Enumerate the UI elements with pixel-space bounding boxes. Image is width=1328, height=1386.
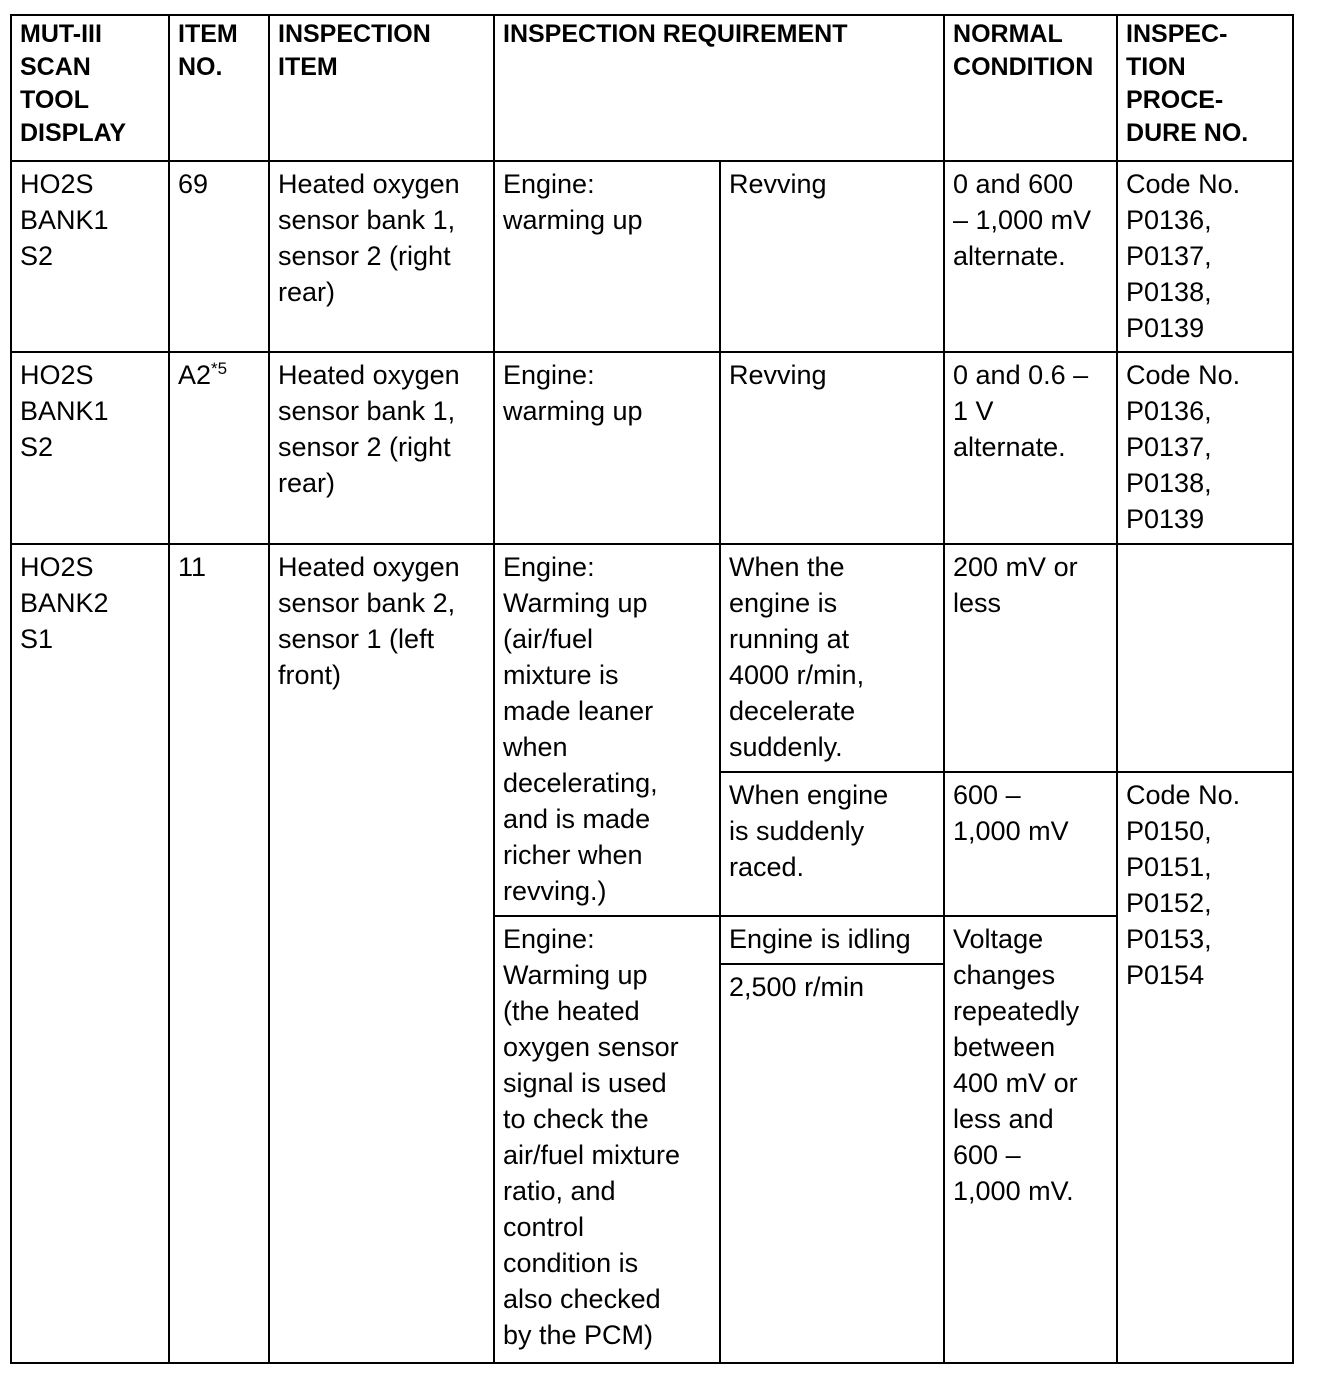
requirement-detail-cell: Engine is idling bbox=[720, 916, 944, 964]
item-no-cell: 11 bbox=[169, 544, 269, 1363]
procedure-no-cell: Code No. P0136, P0137, P0138, P0139 bbox=[1117, 161, 1293, 352]
requirement-detail-cell: Revving bbox=[720, 352, 944, 544]
normal-condition-cell: Voltage changes repeatedly between 400 mV or less and 600 – 1,000 mV. bbox=[944, 916, 1117, 1363]
header-procedure-no: INSPEC- TION PROCE- DURE NO. bbox=[1117, 15, 1293, 161]
normal-condition-cell: 0 and 600 – 1,000 mV alternate. bbox=[944, 161, 1117, 352]
normal-condition-cell: 0 and 0.6 – 1 V alternate. bbox=[944, 352, 1117, 544]
procedure-no-cell bbox=[1117, 544, 1293, 772]
procedure-no-cell: Code No. P0136, P0137, P0138, P0139 bbox=[1117, 352, 1293, 544]
requirement-condition-cell: Engine: Warming up (the heated oxygen sensor signal is used to check the air/fuel mixture ratio, and control condition is also checked by the PCM) bbox=[494, 916, 720, 1363]
requirement-condition-cell: Engine: Warming up (air/fuel mixture is made leaner when decelerating, and is made richer when revving.) bbox=[494, 544, 720, 916]
requirement-condition-cell: Engine: warming up bbox=[494, 161, 720, 352]
item-no-value: A2 bbox=[178, 360, 212, 390]
header-normal-condition: NORMAL CONDITION bbox=[944, 15, 1117, 161]
normal-condition-cell: 200 mV or less bbox=[944, 544, 1117, 772]
requirement-condition-cell: Engine: warming up bbox=[494, 352, 720, 544]
normal-condition-cell: 600 – 1,000 mV bbox=[944, 772, 1117, 916]
header-row bbox=[11, 15, 1293, 161]
item-no-cell bbox=[169, 352, 269, 544]
table-row bbox=[11, 352, 1293, 544]
requirement-detail-cell: 2,500 r/min bbox=[720, 964, 944, 1363]
requirement-detail-cell: Revving bbox=[720, 161, 944, 352]
inspection-table bbox=[10, 14, 1294, 1364]
scan-display-cell: HO2S BANK1 S2 bbox=[11, 352, 169, 544]
inspection-item-cell: Heated oxygen sensor bank 1, sensor 2 (right rear) bbox=[269, 161, 494, 352]
footnote-marker: *5 bbox=[211, 359, 228, 378]
inspection-item-cell: Heated oxygen sensor bank 2, sensor 1 (left front) bbox=[269, 544, 494, 1363]
header-inspection-item: INSPECTION ITEM bbox=[269, 15, 494, 161]
header-display: MUT-III SCAN TOOL DISPLAY bbox=[11, 15, 169, 161]
scan-display-cell: HO2S BANK2 S1 bbox=[11, 544, 169, 1363]
requirement-detail-cell: When engine is suddenly raced. bbox=[720, 772, 944, 916]
requirement-detail-cell: When the engine is running at 4000 r/min, decelerate suddenly. bbox=[720, 544, 944, 772]
table-row bbox=[11, 161, 1293, 352]
header-inspection-requirement: INSPECTION REQUIREMENT bbox=[494, 15, 944, 161]
scan-display-cell: HO2S BANK1 S2 bbox=[11, 161, 169, 352]
procedure-no-cell: Code No. P0150, P0151, P0152, P0153, P0154 bbox=[1117, 772, 1293, 1363]
header-item-no: ITEM NO. bbox=[169, 15, 269, 161]
item-no-cell: 69 bbox=[169, 161, 269, 352]
table-row bbox=[11, 544, 1293, 772]
inspection-item-cell: Heated oxygen sensor bank 1, sensor 2 (right rear) bbox=[269, 352, 494, 544]
